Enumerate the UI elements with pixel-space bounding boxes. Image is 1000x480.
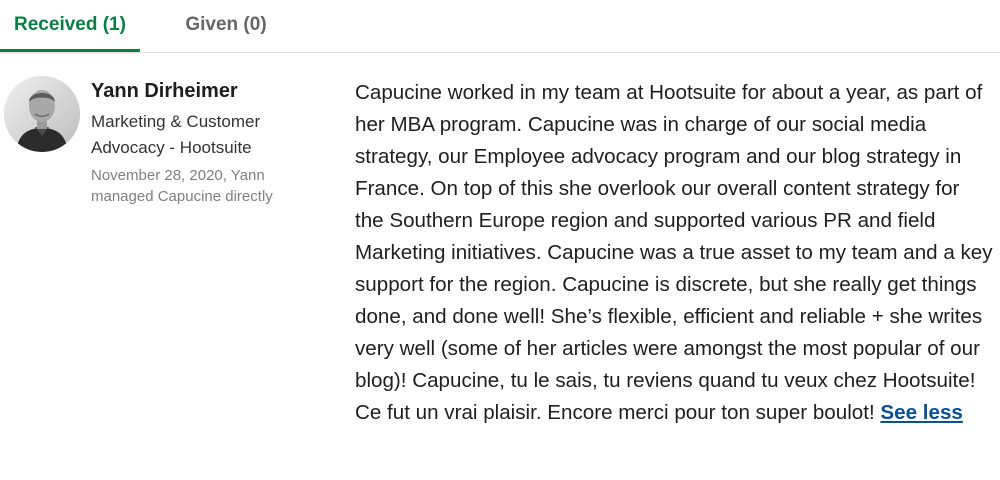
profile-photo-icon xyxy=(4,76,80,152)
recommendation-meta: November 28, 2020, Yann managed Capucine directly xyxy=(91,167,273,205)
recommender-title: Marketing & Customer Advocacy - Hootsuite xyxy=(91,112,261,157)
recommendation-text xyxy=(355,77,993,429)
recommender-name[interactable]: Yann Dirheimer xyxy=(91,80,238,102)
avatar[interactable] xyxy=(4,76,80,152)
see-less-link[interactable]: See less xyxy=(880,401,963,424)
tab-received[interactable]: Received (1) xyxy=(0,0,140,52)
recommendations-tabs xyxy=(0,0,1000,53)
recommendation-body: Capucine worked in my team at Hootsuite for about a year, as part of her MBA program. Capucine was in charge of our social media strategy, our Employee advocacy program and our blog strategy in France. On top of this she overlook our overall content strategy for the Southern Europe region and supported various PR and field Marketing initiatives. Capucine was a true asset to my team and a key support for the region. Capucine is discrete, but she really get things done, and done well! She’s flexible, efficient and reliable + she writes very well (some of her articles were amongst the most popular of our blog)! Capucine, tu le sais, tu reviens quand tu veux chez Hootsuite! Ce fut un vrai plaisir. Encore merci pour ton super boulot! xyxy=(355,81,993,424)
tab-given[interactable]: Given (0) xyxy=(185,14,267,35)
